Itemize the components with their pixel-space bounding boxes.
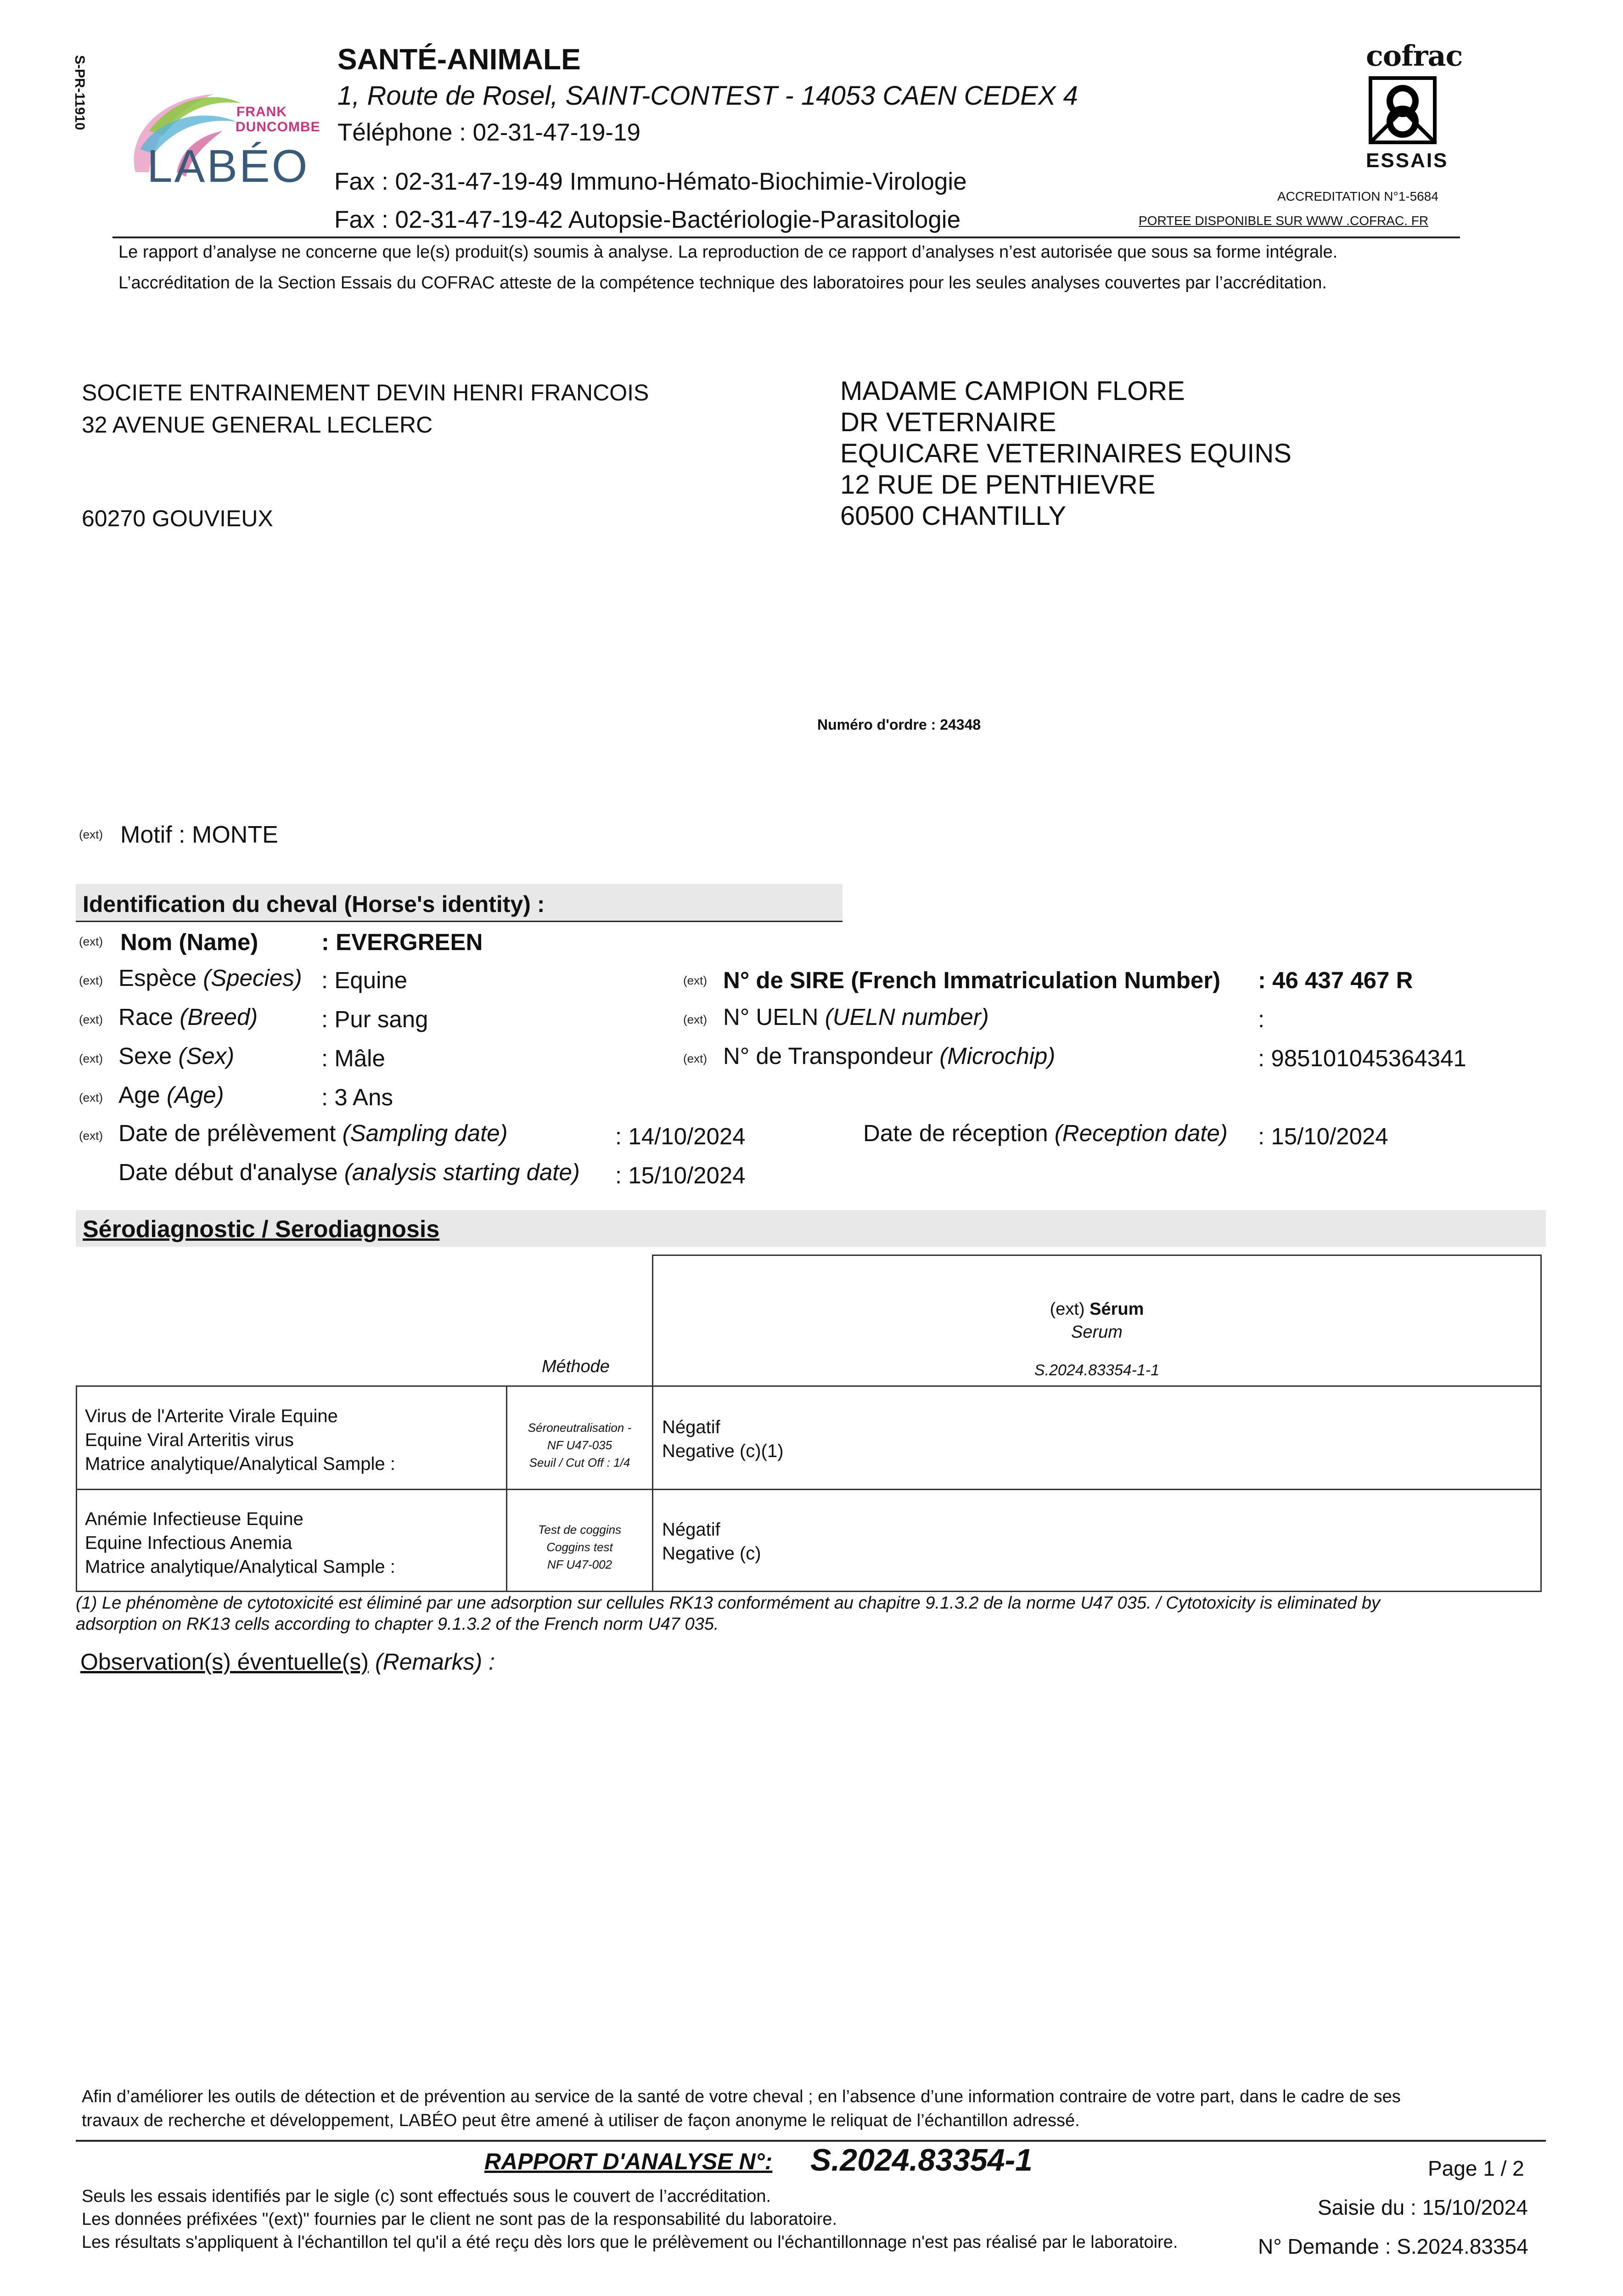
ext-tag: (ext) (79, 1013, 103, 1026)
order-number: Numéro d'ordre : 24348 (817, 716, 981, 733)
cofrac-essais: ESSAIS (1366, 149, 1449, 172)
disclaimer-line-2: L’accréditation de la Section Essais du COFRAC atteste de la compétence technique des laboratoires pour les seules analyses couvertes par l’accréditation. (118, 273, 1327, 293)
cofrac-brand: cofrac (1366, 39, 1463, 73)
analysis-start-label-fr: Date début d'analyse (118, 1159, 338, 1185)
sample-name-en: Serum (1071, 1322, 1123, 1342)
row1-method-2: NF U47-035 (547, 1438, 612, 1452)
row2-method (506, 1521, 653, 1573)
method-header: Méthode (542, 1357, 610, 1376)
row1-method (506, 1419, 653, 1471)
logo-sub2: DUNCOMBE (236, 119, 320, 135)
footnote-line-2: adsorption on RK13 cells according to chapter 9.1.3.2 of the French norm U47 035. (76, 1615, 719, 1634)
breed-label-en: (Breed) (180, 1004, 258, 1030)
bottom-note-line-1: Afin d’améliorer les outils de détection et de prévention au service de la santé de votre cheval ; en l’absence d’une information contraire de votre part, dans le cadre de ses (82, 2087, 1401, 2106)
owner-line-2: 32 AVENUE GENERAL LECLERC (82, 412, 433, 438)
lab-fax-1: Fax : 02-31-47-19-49 Immuno-Hémato-Biochimie-Virologie (334, 168, 967, 195)
sex-value: : Mâle (321, 1045, 385, 1071)
recipient-line-3: EQUICARE VETERINAIRES EQUINS (840, 439, 1292, 468)
report-label: RAPPORT D'ANALYSE N°: (484, 2149, 773, 2174)
row1-method-1: Séroneutralisation - (528, 1421, 632, 1435)
sampling-date-label-fr: Date de prélèvement (118, 1120, 336, 1146)
ext-tag: (ext) (79, 827, 103, 841)
row1-result-2: Negative (c)(1) (662, 1441, 784, 1461)
analysis-start-label (118, 1159, 580, 1186)
cytotoxicity-footnote (76, 1593, 1545, 1635)
page-number: Page 1 / 2 (1428, 2156, 1524, 2180)
sex-label-en: (Sex) (178, 1043, 235, 1069)
breed-label (118, 1003, 258, 1030)
lab-address: 1, Route de Rosel, SAINT-CONTEST - 14053 CAEN CEDEX 4 (337, 81, 1078, 111)
lab-name: SANTÉ-ANIMALE (337, 43, 581, 76)
row2-result-cell (652, 1489, 1542, 1592)
breed-value: : Pur sang (321, 1006, 428, 1032)
ueln-label-en: (UELN number) (825, 1004, 989, 1030)
row1-analyte-3: Matrice analytique/Analytical Sample : (85, 1454, 395, 1474)
remarks-label (80, 1649, 495, 1675)
footer-line-1: Seuls les essais identifiés par le sigle (c) sont effectués sous le couvert de l’accréditation. (82, 2187, 771, 2206)
cofrac-logo (1359, 37, 1463, 179)
sample-id: S.2024.83354-1-1 (1034, 1362, 1160, 1379)
ext-tag: (ext) (683, 1013, 707, 1026)
ueln-label (723, 1003, 989, 1030)
recipient-line-1: MADAME CAMPION FLORE (840, 376, 1185, 406)
row1-result-cell (652, 1385, 1542, 1490)
ext-tag: (ext) (79, 1052, 103, 1065)
species-value: : Equine (321, 967, 408, 993)
sample-ext: (ext) (1050, 1300, 1085, 1319)
ext-tag: (ext) (79, 974, 103, 987)
remarks-label-fr: Observation(s) éventuelle(s) (80, 1649, 369, 1675)
ext-tag: (ext) (79, 1091, 103, 1104)
row2-result-2: Negative (c) (662, 1543, 761, 1564)
ext-tag: (ext) (79, 1129, 103, 1142)
ueln-value: : (1258, 1006, 1265, 1032)
row2-analyte-1: Anémie Infectieuse Equine (85, 1509, 303, 1529)
identity-underline (76, 921, 842, 922)
sire-value: : 46 437 467 R (1258, 967, 1413, 993)
sampling-date-label (118, 1120, 508, 1147)
labeo-logo (122, 80, 324, 200)
demande-number: N° Demande : S.2024.83354 (1258, 2234, 1528, 2258)
analysis-start-value: : 15/10/2024 (615, 1162, 746, 1188)
recipient-line-2: DR VETERNAIRE (840, 407, 1056, 437)
identity-heading: Identification du cheval (Horse's identity) : (83, 891, 545, 917)
age-label-en: (Age) (166, 1082, 224, 1108)
table-row (85, 1507, 395, 1579)
age-label (118, 1081, 224, 1109)
recipient-address (840, 376, 1292, 532)
footer-line-2: Les données préfixées "(ext)" fournies par le client ne sont pas de la responsabilité du laboratoire. (82, 2210, 837, 2229)
logo-sub1: FRANK (236, 104, 287, 119)
owner-line-1: SOCIETE ENTRAINEMENT DEVIN HENRI FRANCOIS (82, 380, 649, 405)
logo-brand: LABÉO (147, 141, 309, 192)
side-reference: S-PR-11910 (72, 55, 87, 130)
disclaimer-line-1: Le rapport d’analyse ne concerne que le(s) produit(s) soumis à analyse. La reproduction de ce rapport d’analyses n’est autorisée que sous sa forme intégrale. (118, 242, 1338, 262)
horse-name-label: Nom (Name) (120, 929, 258, 955)
recipient-line-4: 12 RUE DE PENTHIEVRE (840, 470, 1156, 500)
chip-label-fr: N° de Transpondeur (723, 1043, 933, 1069)
species-label-en: (Species) (203, 965, 302, 991)
bottom-note-line-2: travaux de recherche et développement, LABÉO peut être amené à utiliser de façon anonyme le reliquat de l’échantillon adressé. (82, 2111, 1080, 2130)
row1-method-3: Seuil / Cut Off : 1/4 (529, 1456, 630, 1469)
ueln-label-fr: N° UELN (723, 1004, 819, 1030)
cofrac-emblem-icon (1368, 76, 1437, 145)
row2-result-1: Négatif (662, 1519, 720, 1540)
chip-label-en: (Microchip) (939, 1043, 1056, 1069)
row2-result (662, 1518, 761, 1565)
cofrac-portee-link[interactable]: PORTEE DISPONIBLE SUR WWW .COFRAC. FR (1139, 214, 1429, 228)
ext-tag: (ext) (79, 934, 103, 948)
row2-method-2: Coggins test (546, 1540, 613, 1554)
row2-method-1: Test de coggins (538, 1523, 622, 1536)
remarks-label-en: (Remarks) : (375, 1649, 495, 1675)
chip-label (723, 1042, 1055, 1069)
horse-name-value: : EVERGREEN (321, 929, 483, 955)
reception-date-label-en: (Reception date) (1054, 1120, 1228, 1146)
footnote-line-1: (1) Le phénomène de cytotoxicité est éliminé par une adsorption sur cellules RK13 conformément au chapitre 9.1.3.2 de la norme U47 035. / Cytotoxicity is eliminated by (76, 1593, 1380, 1613)
footer-line-3: Les résultats s'appliquent à l'échantillon tel qu'il a été reçu dès lors que le prélèvement ou l'échantillonnage n'est pas réalisé par le laboratoire. (82, 2233, 1178, 2252)
reception-date-value: : 15/10/2024 (1258, 1123, 1388, 1149)
row2-analyte-2: Equine Infectious Anemia (85, 1533, 292, 1553)
sex-label (118, 1042, 234, 1069)
analysis-start-label-en: (analysis starting date) (344, 1159, 580, 1185)
bottom-note (82, 2085, 1401, 2133)
sample-header (652, 1300, 1542, 1319)
motif: Motif : MONTE (120, 822, 278, 848)
row1-result-1: Négatif (662, 1417, 720, 1437)
age-value: : 3 Ans (321, 1084, 393, 1110)
chip-value: : 985101045364341 (1258, 1045, 1466, 1071)
footer-divider (76, 2140, 1546, 2142)
row1-result (662, 1415, 784, 1463)
table-row (85, 1404, 395, 1476)
reception-date-label-fr: Date de réception (863, 1120, 1048, 1146)
report-number: S.2024.83354-1 (810, 2143, 1033, 2178)
saisie-date: Saisie du : 15/10/2024 (1318, 2195, 1528, 2219)
row2-analyte-3: Matrice analytique/Analytical Sample : (85, 1557, 395, 1577)
ext-tag: (ext) (683, 974, 707, 987)
lab-fax-2: Fax : 02-31-47-19-42 Autopsie-Bactériologie-Parasitologie (334, 206, 961, 233)
species-label-fr: Espèce (118, 965, 197, 991)
breed-label-fr: Race (118, 1004, 174, 1030)
owner-line-3: 60270 GOUVIEUX (82, 506, 273, 531)
ext-tag: (ext) (683, 1052, 707, 1065)
sire-label: N° de SIRE (French Immatriculation Number) (723, 967, 1221, 993)
species-label (118, 964, 302, 991)
age-label-fr: Age (118, 1082, 160, 1108)
sero-heading: Sérodiagnostic / Serodiagnosis (83, 1216, 440, 1243)
recipient-line-5: 60500 CHANTILLY (840, 501, 1067, 531)
cofrac-accreditation: ACCREDITATION N°1-5684 (1277, 189, 1438, 203)
sex-label-fr: Sexe (118, 1043, 172, 1069)
sample-name-fr: Sérum (1089, 1300, 1144, 1319)
owner-address (82, 377, 649, 441)
footer-notes (82, 2185, 1178, 2254)
reception-date-label (863, 1120, 1228, 1147)
row1-analyte-1: Virus de l'Arterite Virale Equine (85, 1406, 338, 1426)
row1-analyte-2: Equine Viral Arteritis virus (85, 1430, 294, 1450)
lab-phone: Téléphone : 02-31-47-19-19 (337, 119, 641, 146)
sampling-date-value: : 14/10/2024 (615, 1123, 746, 1149)
row2-method-3: NF U47-002 (547, 1558, 612, 1571)
sampling-date-label-en: (Sampling date) (342, 1120, 508, 1146)
header-divider (112, 236, 1460, 238)
